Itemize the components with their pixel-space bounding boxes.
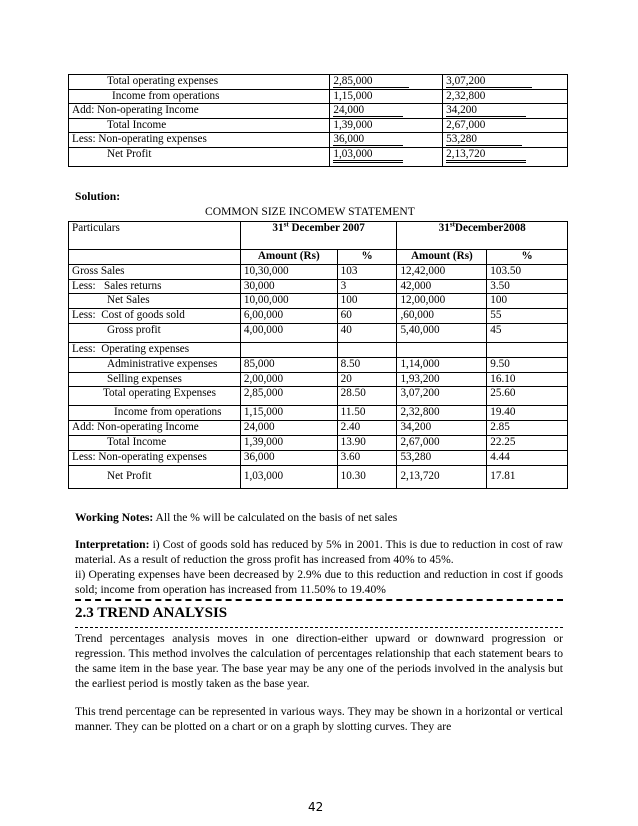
cell-value: 17.81 — [487, 465, 568, 488]
solution-label: Solution: — [75, 190, 121, 203]
cell-value: 2,67,000 — [443, 118, 568, 133]
table-row — [69, 104, 568, 119]
row-label: Income from operations — [69, 89, 330, 104]
cell-value: 10,30,000 — [240, 264, 337, 279]
row-label: Less: Non-operating expenses — [69, 133, 330, 148]
amount-header: Amount (Rs) — [397, 250, 487, 265]
table-row — [69, 147, 568, 166]
cell-value — [487, 342, 568, 357]
table-subheader-row — [69, 250, 568, 265]
cell-value: 42,000 — [397, 279, 487, 294]
cell-value: 100 — [337, 294, 397, 309]
cell-value: 2,13,720 — [397, 465, 487, 488]
cell-value: 2,32,800 — [443, 89, 568, 104]
cell-value — [397, 342, 487, 357]
cell-value: 3 — [337, 279, 397, 294]
row-label: Total Income — [69, 435, 241, 450]
cell-value: 10,00,000 — [240, 294, 337, 309]
row-label: Total operating Expenses — [69, 387, 241, 406]
period-2008-header: 31stDecember2008 — [397, 222, 568, 250]
table-row — [69, 387, 568, 406]
cell-value: 1,39,000 — [330, 118, 443, 133]
cell-value: 30,000 — [240, 279, 337, 294]
cell-value: 2.85 — [487, 421, 568, 436]
common-size-table — [68, 221, 568, 489]
divider-bottom — [75, 627, 563, 628]
section-heading: 2.3 TREND ANALYSIS — [75, 605, 228, 621]
cell-value: 4,00,000 — [240, 323, 337, 342]
cell-value: 20 — [337, 372, 397, 387]
cell-value: 2,32,800 — [397, 406, 487, 421]
cell-value: 2,13,720 — [446, 148, 526, 163]
cell-value: 2.40 — [337, 421, 397, 436]
table-row — [69, 406, 568, 421]
statement-title: COMMON SIZE INCOMEW STATEMENT — [205, 205, 415, 218]
cell-value: 45 — [487, 323, 568, 342]
cell-value: 55 — [487, 309, 568, 324]
row-label: Gross Sales — [69, 264, 241, 279]
amount-header: Amount (Rs) — [240, 250, 337, 265]
cell-value: 19.40 — [487, 406, 568, 421]
cell-value: 9.50 — [487, 357, 568, 372]
cell-value: 1,15,000 — [330, 89, 443, 104]
table-row — [69, 279, 568, 294]
cell-value: 3.60 — [337, 450, 397, 465]
cell-value: 2,00,000 — [240, 372, 337, 387]
cell-value: 24,000 — [240, 421, 337, 436]
cell-value: 3,07,200 — [446, 75, 532, 88]
table-row — [69, 75, 568, 90]
paragraph-trend-1: Trend percentages analysis moves in one direction-either upward or downward progression or regression. This method involves the calculation of percentages relationship that each statement bears to the same item in the base year. The base year may be any one of the periods involved in the analysis but the earliest period is mostly taken as the base year. — [75, 632, 563, 690]
cell-value: 1,14,000 — [397, 357, 487, 372]
cell-value: 100 — [487, 294, 568, 309]
row-label: Less: Operating expenses — [69, 342, 241, 357]
cell-value: 22.25 — [487, 435, 568, 450]
particulars-header: Particulars — [69, 222, 241, 250]
working-notes: Working Notes: All the % will be calculated on the basis of net sales — [75, 511, 398, 524]
row-label: Administrative expenses — [69, 357, 241, 372]
table-row — [69, 450, 568, 465]
cell-value: 103 — [337, 264, 397, 279]
table-row — [69, 294, 568, 309]
row-label: Net Profit — [69, 147, 330, 166]
row-label: Selling expenses — [69, 372, 241, 387]
row-label: Less: Sales returns — [69, 279, 241, 294]
interpretation: Interpretation: i) Cost of goods sold has reduced by 5% in 2001. This is due to reduction in cost of raw material. As a result of reduction the gross profit has increased from 40% to 45%. ii) Operating expenses have been decreased by 2.9% due to this reduction and reduction in cost if goods sold; income from operation has increased from 11.50% to 19.40% — [75, 538, 563, 596]
table-row — [69, 421, 568, 436]
cell-value: 1,03,000 — [333, 148, 403, 163]
row-label: Less: Non-operating expenses — [69, 450, 241, 465]
cell-value: 103.50 — [487, 264, 568, 279]
cell-value — [337, 342, 397, 357]
cell-value: 3.50 — [487, 279, 568, 294]
cell-value: 12,00,000 — [397, 294, 487, 309]
row-label: Net Profit — [69, 465, 241, 488]
table-row — [69, 264, 568, 279]
row-label: Total operating expenses — [69, 75, 330, 90]
table-row — [69, 435, 568, 450]
cell-value: 13.90 — [337, 435, 397, 450]
percent-header: % — [487, 250, 568, 265]
cell-value: 1,39,000 — [240, 435, 337, 450]
table-row — [69, 357, 568, 372]
cell-value: 28.50 — [337, 387, 397, 406]
row-label: Net Sales — [69, 294, 241, 309]
cell-value: 36,000 — [333, 133, 403, 146]
table-row — [69, 465, 568, 488]
cell-value: 1,93,200 — [397, 372, 487, 387]
cell-value: 3,07,200 — [397, 387, 487, 406]
percent-header: % — [337, 250, 397, 265]
cell-value: 25.60 — [487, 387, 568, 406]
period-2007-header: 31st December 2007 — [240, 222, 397, 250]
row-label: Gross profit — [69, 323, 241, 342]
cell-value: 53,280 — [446, 133, 522, 146]
cell-value: 2,85,000 — [240, 387, 337, 406]
cell-value: 2,67,000 — [397, 435, 487, 450]
cell-value — [240, 342, 337, 357]
top-summary-table — [68, 74, 568, 167]
row-label: Income from operations — [69, 406, 241, 421]
cell-value: 36,000 — [240, 450, 337, 465]
cell-value: 24,000 — [333, 104, 403, 117]
cell-value: 8.50 — [337, 357, 397, 372]
cell-value: 34,200 — [397, 421, 487, 436]
cell-value: 1,15,000 — [240, 406, 337, 421]
row-label: Total Income — [69, 118, 330, 133]
cell-value: 1,03,000 — [240, 465, 337, 488]
cell-value: 60 — [337, 309, 397, 324]
cell-value: 4.44 — [487, 450, 568, 465]
cell-value: 11.50 — [337, 406, 397, 421]
row-label: Less: Cost of goods sold — [69, 309, 241, 324]
table-row — [69, 309, 568, 324]
table-row — [69, 323, 568, 342]
table-row — [69, 342, 568, 357]
cell-value: 10.30 — [337, 465, 397, 488]
cell-value: 85,000 — [240, 357, 337, 372]
table-row — [69, 133, 568, 148]
row-label: Add: Non-operating Income — [69, 104, 330, 119]
cell-value: 53,280 — [397, 450, 487, 465]
cell-value: ,60,000 — [397, 309, 487, 324]
cell-value: 2,85,000 — [333, 75, 409, 88]
cell-value: 34,200 — [446, 104, 526, 117]
divider-top — [75, 599, 563, 601]
table-row — [69, 372, 568, 387]
cell-value: 12,42,000 — [397, 264, 487, 279]
cell-value: 5,40,000 — [397, 323, 487, 342]
cell-value: 16.10 — [487, 372, 568, 387]
table-row — [69, 118, 568, 133]
cell-value: 6,00,000 — [240, 309, 337, 324]
paragraph-trend-2: This trend percentage can be represented in various ways. They may be shown in a horizontal or vertical manner. They can be plotted on a chart or on a graph by slotting curves. They are — [75, 705, 563, 733]
row-label: Add: Non-operating Income — [69, 421, 241, 436]
cell-value: 40 — [337, 323, 397, 342]
table-header-row — [69, 222, 568, 250]
page-number: 42 — [308, 800, 324, 814]
table-row — [69, 89, 568, 104]
